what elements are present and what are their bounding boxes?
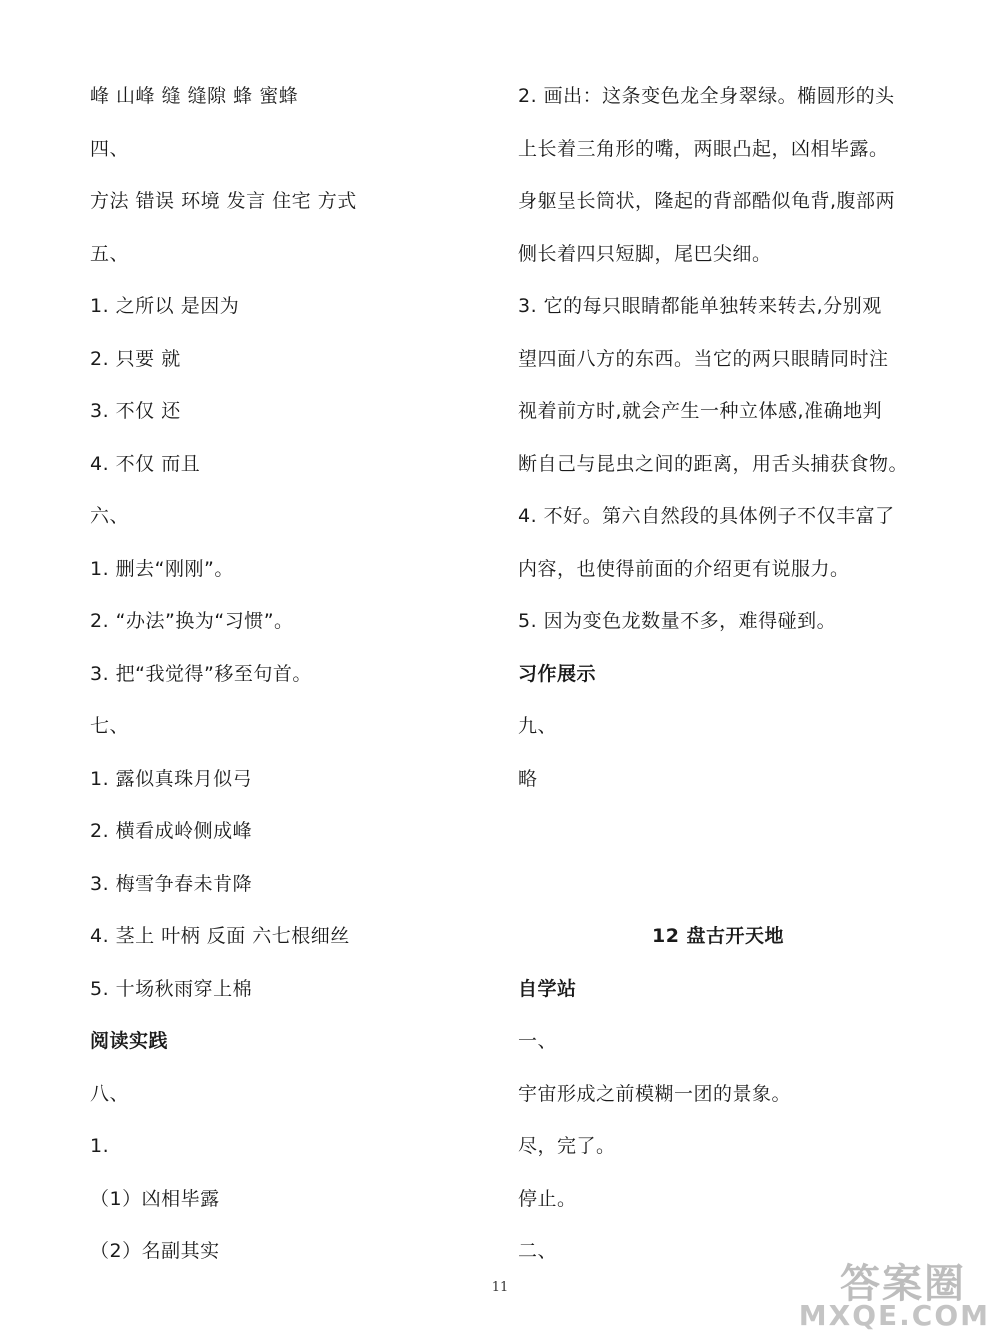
right-column-line: 12 盘古开天地 (651, 925, 785, 947)
left-column-line: 1. 删去“刚刚”。 (90, 557, 234, 580)
right-column-line: 2. 画出：这条变色龙全身翠绿。椭圆形的头 (518, 85, 895, 107)
right-column-line: 内容，也使得前面的介绍更有说服力。 (518, 557, 850, 580)
watermark-en: MXQE.COM (798, 1299, 990, 1332)
left-column-line: 1. 之所以 是因为 (90, 295, 240, 317)
right-column-line: 侧长着四只短脚，尾巴尖细。 (518, 242, 772, 265)
left-column-line: 峰 山峰 缝 缝隙 蜂 蜜蜂 (90, 85, 299, 107)
right-column-line: 宇宙形成之前模糊一团的景象。 (518, 1082, 792, 1105)
page-number: 11 (491, 1280, 509, 1295)
left-column-line: 3. 不仅 还 (90, 400, 181, 422)
right-column-line: 3. 它的每只眼睛都能单独转来转去,分别观 (518, 295, 882, 317)
right-column-line: 自学站 (518, 977, 577, 1000)
left-column-line: 5. 十场秋雨穿上棉 (90, 977, 253, 1000)
left-column-line: 八、 (90, 1082, 130, 1105)
left-column-line: 阅读实践 (90, 1030, 169, 1052)
right-column-line: 5. 因为变色龙数量不多，难得碰到。 (518, 610, 837, 632)
right-column-line: 停止。 (518, 1187, 577, 1210)
right-column-line: 望四面八方的东西。当它的两只眼睛同时注 (518, 347, 889, 370)
left-column-line: 四、 (90, 137, 130, 160)
right-column-line: 上长着三角形的嘴，两眼凸起，凶相毕露。 (518, 137, 889, 160)
left-column-line: （1）凶相毕露 (90, 1187, 220, 1210)
left-column-line: 4. 茎上 叶柄 反面 六七根细丝 (90, 925, 350, 947)
left-column (90, 78, 490, 1286)
left-column-line: 2. “办法”换为“习惯”。 (90, 610, 294, 632)
left-column-line: （2）名副其实 (90, 1240, 220, 1262)
left-column-line: 七、 (90, 715, 130, 737)
left-column-line: 3. 把“我觉得”移至句首。 (90, 662, 312, 685)
left-column-line: 六、 (90, 505, 130, 527)
left-column-line: 1. (90, 1135, 110, 1157)
right-column-line: 九、 (518, 715, 558, 737)
right-column-line: 尽，完了。 (518, 1135, 616, 1157)
left-column-line: 1. 露似真珠月似弓 (90, 767, 253, 790)
left-column-line: 2. 横看成岭侧成峰 (90, 820, 253, 842)
left-column-line: 4. 不仅 而且 (90, 452, 201, 475)
watermark-logo (794, 1252, 994, 1332)
right-column-line: 略 (518, 767, 538, 790)
right-column (518, 78, 918, 1286)
right-column-line: 习作展示 (518, 662, 597, 685)
left-column-line: 2. 只要 就 (90, 347, 181, 370)
left-column-line: 五、 (90, 242, 130, 265)
right-column-line: 一、 (518, 1030, 558, 1052)
left-column-line: 3. 梅雪争春未肯降 (90, 872, 253, 895)
right-column-line: 二、 (518, 1240, 558, 1262)
right-column-line: 身躯呈长筒状，隆起的背部酷似龟背,腹部两 (518, 190, 896, 212)
right-column-line: 断自己与昆虫之间的距离，用舌头捕获食物。 (518, 452, 909, 475)
right-column-line: 视着前方时,就会产生一种立体感,准确地判 (518, 400, 883, 422)
watermark-cn: 答案圈 (840, 1261, 966, 1307)
right-column-line (518, 866, 918, 919)
right-column-line (518, 813, 918, 866)
right-column-line: 4. 不好。第六自然段的具体例子不仅丰富了 (518, 505, 895, 527)
left-column-line: 方法 错误 环境 发言 住宅 方式 (90, 190, 357, 212)
